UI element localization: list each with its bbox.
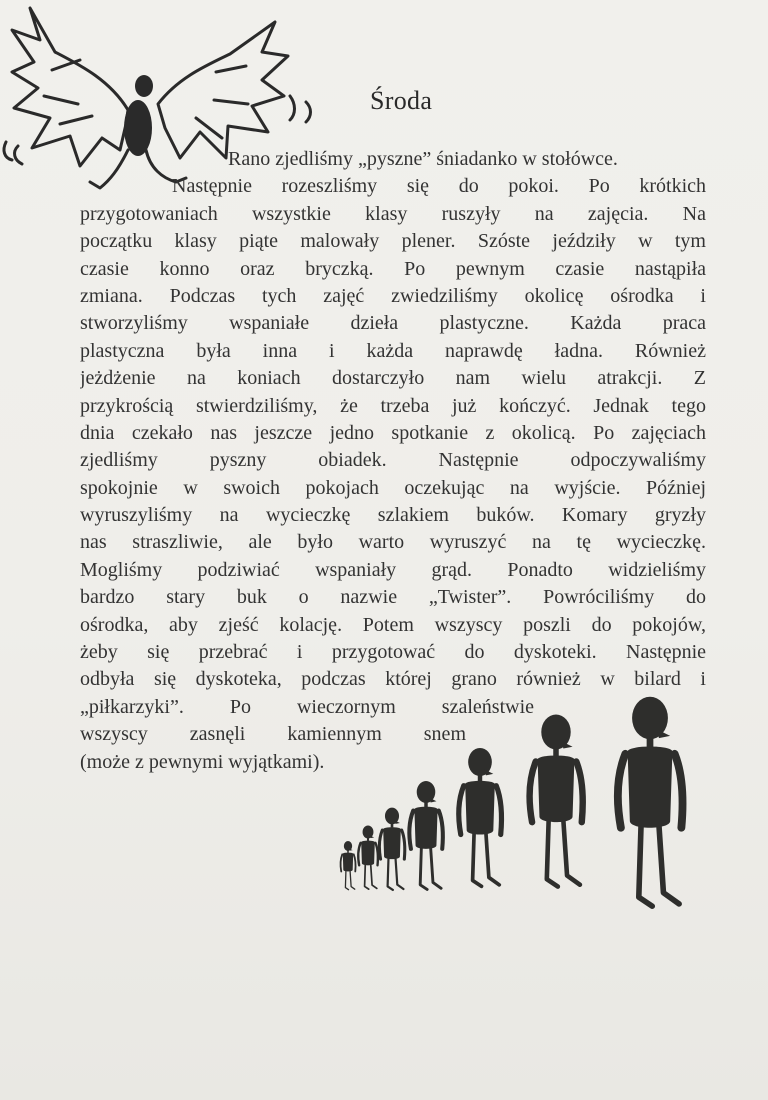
- text-line: stworzyliśmy wspaniałe dzieła plastyczne. Każda praca: [80, 312, 706, 335]
- text-line: nas straszliwie, ale było warto wyruszyć na tę wycieczkę.: [80, 531, 706, 554]
- text-line: dnia czekało nas jeszcze jedno spotkanie z okolicą. Po zajęciach: [80, 421, 706, 444]
- text-line: początku klasy piąte malowały plener. Szóste jeździły w tym: [80, 230, 706, 253]
- text-line: Mogliśmy podziwiać wspaniały grąd. Ponadto widzieliśmy: [80, 558, 706, 581]
- walking-figure: [459, 748, 502, 886]
- text-line: wyruszyliśmy na wycieczkę szlakiem buków. Komary gryzły: [80, 504, 706, 527]
- text-line: Rano zjedliśmy „pyszne” śniadanko w stołówce.: [228, 148, 618, 170]
- text-line: Następnie rozeszliśmy się do pokoi. Po krótkich: [172, 175, 706, 198]
- walking-figure: [358, 826, 378, 890]
- walking-figures-illustration: [320, 690, 760, 1050]
- text-line: żeby się przebrać i przygotować do dyskoteki. Następnie: [80, 641, 706, 664]
- text-line: przygotowaniach wszystkie klasy ruszyły na zajęcia. Na: [80, 202, 706, 225]
- text-line: jeżdżenie na koniach dostarczyło nam wielu atrakcji. Z: [80, 367, 706, 390]
- walking-figure: [618, 697, 683, 906]
- text-line: „piłkarzyki”. Po wieczornym szaleństwie: [80, 695, 534, 718]
- text-line: odbyła się dyskoteka, podczas której grano również w bilard i: [80, 668, 706, 691]
- text-line: zmiana. Podczas tych zajęć zwiedziliśmy okolicę ośrodka i: [80, 284, 706, 307]
- text-line: przykrością stwierdziliśmy, że trzeba już kończyć. Jednak tego: [80, 394, 706, 417]
- walking-figure: [409, 781, 442, 889]
- text-line: (może z pewnymi wyjątkami).: [80, 750, 325, 773]
- text-line: ośrodka, aby zjeść kolację. Potem wszyscy poszli do pokojów,: [80, 613, 706, 636]
- walking-figure: [530, 715, 583, 887]
- text-line: spokojnie w swoich pokojach oczekując na wyjście. Później: [80, 476, 706, 499]
- walking-figure: [341, 841, 356, 890]
- page-title: Środa: [370, 86, 433, 115]
- text-line: wszyscy zasnęli kamiennym snem: [80, 723, 466, 746]
- text-line: plastyczna była inna i każda naprawdę ładna. Również: [80, 339, 706, 362]
- walking-figure: [379, 808, 404, 890]
- text-line: bardzo stary buk o nazwie „Twister”. Powróciliśmy do: [80, 586, 706, 609]
- body-paragraph: [80, 146, 706, 776]
- text-line: zjedliśmy pyszny obiadek. Następnie odpoczywaliśmy: [80, 449, 706, 472]
- text-line: czasie konno oraz bryczką. Po pewnym czasie nastąpiła: [80, 257, 706, 280]
